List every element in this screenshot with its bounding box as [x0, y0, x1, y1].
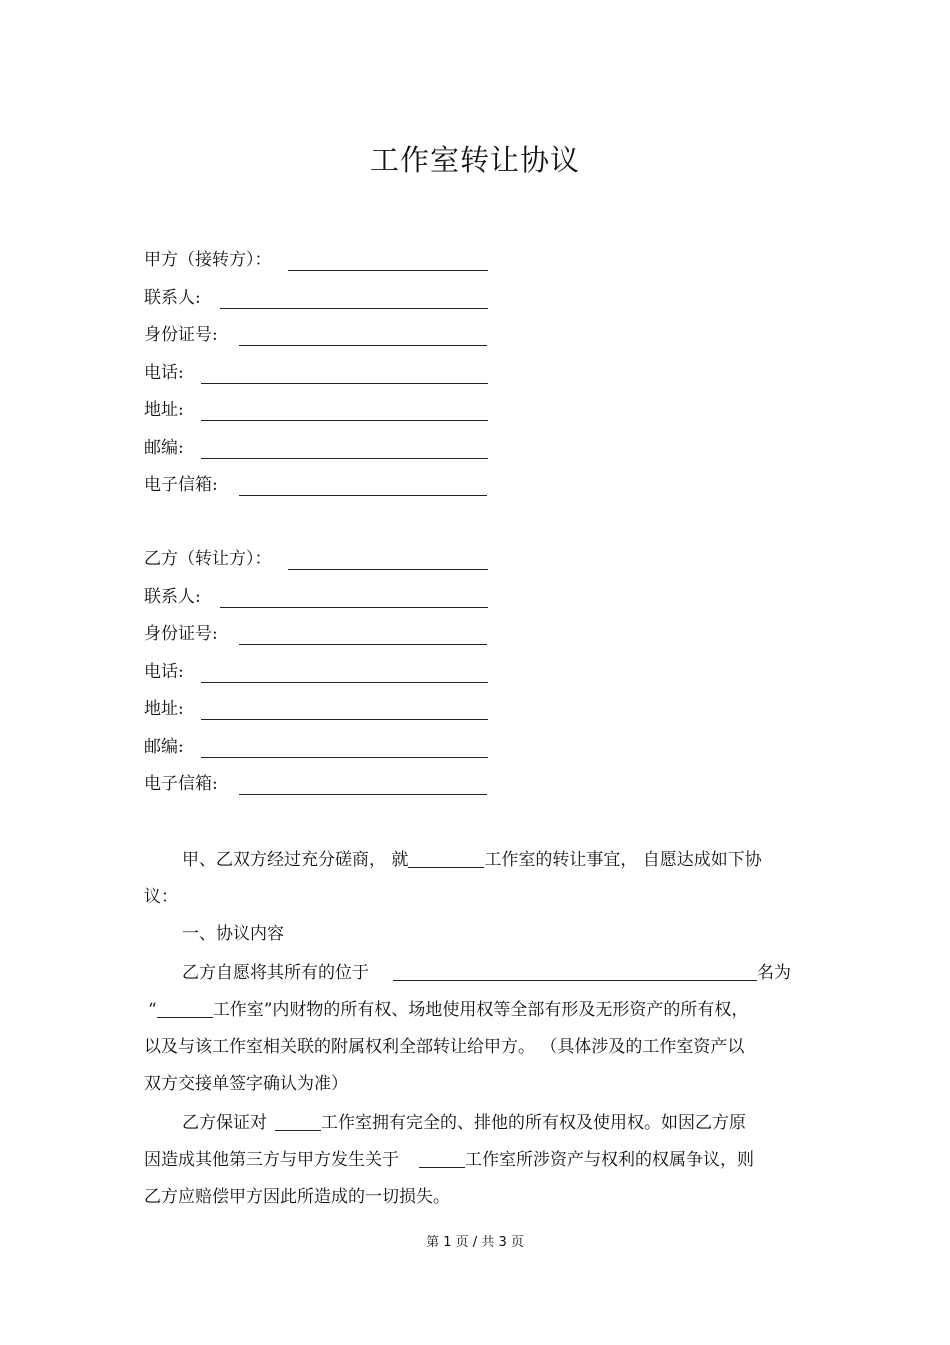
intro-line-1 [182, 847, 762, 872]
party-a-email-blank[interactable] [239, 495, 487, 496]
party-a-id-label: 身份证号: [144, 325, 218, 345]
party-a-contact-label: 联系人: [144, 288, 201, 308]
party-b-postcode-blank[interactable] [201, 757, 488, 758]
studio-name-blank-2[interactable] [157, 997, 213, 1018]
party-a-address-blank[interactable] [201, 420, 488, 421]
intro-line-2: 议： [144, 887, 178, 907]
para1-text-b: 名为 [757, 963, 791, 983]
party-a-phone-blank[interactable] [201, 383, 488, 384]
para1-line-4: 双方交接单签字确认为准） [144, 1074, 348, 1094]
party-b-contact-row [144, 585, 489, 609]
para1-line-1 [182, 960, 791, 985]
party-b-phone-label: 电话: [144, 662, 184, 682]
party-a-heading: 甲方（接转方）： [144, 250, 272, 270]
party-a-postcode-blank[interactable] [201, 458, 488, 459]
studio-name-blank-3[interactable] [275, 1110, 321, 1131]
studio-name-blank-1[interactable] [408, 847, 484, 868]
studio-name-blank-4[interactable] [419, 1147, 465, 1168]
party-b-id-blank[interactable] [239, 644, 487, 645]
party-b-email-row [144, 772, 489, 796]
para2-text-d: 工作室所涉资产与权利的权属争议，则 [465, 1150, 754, 1170]
party-b-email-blank[interactable] [239, 794, 487, 795]
para1-text-a: 乙方自愿将其所有的位于 [182, 963, 369, 983]
para2-line-1 [182, 1110, 746, 1135]
para2-text-c: 因造成其他第三方与甲方发生关于 [144, 1150, 399, 1170]
party-a-contact-row [144, 286, 489, 310]
party-b-email-label: 电子信箱: [144, 774, 218, 794]
party-b-phone-row [144, 660, 489, 684]
party-b-id-row [144, 622, 489, 646]
party-b-name-blank[interactable] [288, 569, 488, 570]
para1-line-3: 以及与该工作室相关联的附属权利全部转让给甲方。 （具体涉及的工作室资产以 [144, 1037, 745, 1057]
party-a-id-row [144, 323, 489, 347]
location-blank[interactable] [393, 960, 757, 981]
party-a-heading-row [144, 248, 489, 272]
party-a-phone-row [144, 361, 489, 385]
section-heading-agreement: 一、协议内容 [182, 924, 284, 944]
party-b-id-label: 身份证号: [144, 624, 218, 644]
intro-text-b: 工作室的转让事宜， 自愿达成如下协 [484, 850, 762, 870]
party-a-id-blank[interactable] [239, 345, 487, 346]
party-a-contact-blank[interactable] [220, 308, 488, 309]
party-b-phone-blank[interactable] [201, 682, 488, 683]
party-b-address-row [144, 697, 489, 721]
para2-line-2 [144, 1147, 754, 1172]
para1-text-c: 工作室”内财物的所有权、场地使用权等全部有形及无形资产的所有权， [212, 1000, 749, 1020]
party-a-phone-label: 电话: [144, 363, 184, 383]
party-b-heading-row [144, 547, 489, 571]
party-a-postcode-row [144, 436, 489, 460]
page-number-footer: 第 1 页 / 共 3 页 [426, 1235, 524, 1250]
party-b-postcode-label: 邮编: [144, 737, 184, 757]
party-a-address-label: 地址: [144, 400, 184, 420]
party-a-address-row [144, 398, 489, 422]
document-title: 工作室转让协议 [369, 143, 580, 177]
para2-text-a: 乙方保证对 [182, 1113, 267, 1133]
party-a-email-row [144, 473, 489, 497]
intro-text-a: 甲、乙双方经过充分磋商， 就 [182, 850, 409, 870]
party-b-address-label: 地址: [144, 699, 184, 719]
party-b-heading: 乙方（转让方）： [144, 549, 272, 569]
party-b-address-blank[interactable] [201, 719, 488, 720]
party-b-postcode-row [144, 735, 489, 759]
para2-text-b: 工作室拥有完全的、排他的所有权及使用权。如因乙方原 [321, 1113, 746, 1133]
party-b-contact-label: 联系人: [144, 587, 201, 607]
party-a-name-blank[interactable] [288, 270, 488, 271]
para1-line-2 [148, 997, 748, 1022]
party-b-contact-blank[interactable] [220, 607, 488, 608]
party-a-postcode-label: 邮编: [144, 438, 184, 458]
party-a-email-label: 电子信箱: [144, 475, 218, 495]
para1-quote: “ [148, 1000, 157, 1020]
para2-line-3: 乙方应赔偿甲方因此所造成的一切损失。 [144, 1187, 450, 1207]
